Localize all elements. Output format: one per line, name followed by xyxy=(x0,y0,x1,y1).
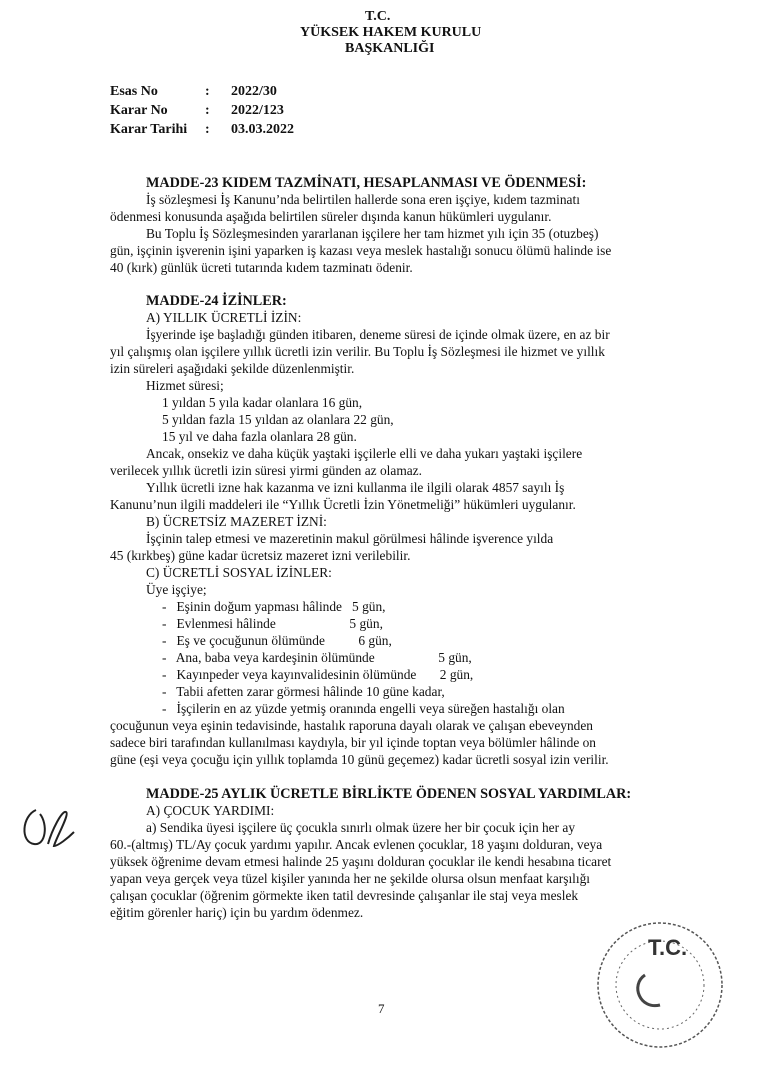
official-seal xyxy=(590,915,730,1055)
decision-date-row xyxy=(110,120,294,139)
paragraph-line: eğitim görenler hariç) için bu yardım ödenmez. xyxy=(110,905,364,920)
paragraph-line: sadece biri tarafından kullanılması kaydıyla, bir yıl içinde toptan veya bölümler hâlinde on xyxy=(110,735,597,750)
decision-number-label: Karar No xyxy=(110,103,168,118)
paragraph-line: yıl çalışmış olan işçilere yıllık ücretli izin verilir. Bu Toplu İş Sözleşmesi ile hizmet ve yıllık xyxy=(110,344,605,359)
paragraph-line: 45 (kırkbeş) güne kadar ücretsiz mazeret izni verilebilir. xyxy=(110,548,411,563)
header-institution: YÜKSEK HAKEM KURULU xyxy=(300,25,482,40)
case-number-label: Esas No xyxy=(110,84,158,99)
paragraph-line: Ancak, onsekiz ve daha küçük yaştaki işçilerle elli ve daha yukarı yaştaki işçilere xyxy=(146,446,583,461)
decision-date-sep: : xyxy=(205,122,210,137)
decision-number-sep: : xyxy=(205,103,210,118)
leave-list-item: - Ana, baba veya kardeşinin ölümünde 5 gün, xyxy=(162,650,472,665)
article-23-heading: MADDE-23 KIDEM TAZMİNATI, HESAPLANMASI VE ÖDENMESİ: xyxy=(146,175,587,191)
service-term-item: 1 yıldan 5 yıla kadar olanlara 16 gün, xyxy=(162,395,363,410)
article-23-text: Bu Toplu İş Sözleşmesinden yararlanan işçilere her tam hizmet yılı için 35 (otuzbeş) xyxy=(146,226,599,241)
case-number-sep: : xyxy=(205,84,210,99)
leave-list-item: - Eşinin doğum yapması hâlinde 5 gün, xyxy=(162,599,386,614)
service-term-item: 15 yıl ve daha fazla olanlara 28 gün. xyxy=(162,429,357,444)
paragraph-line: İşyerinde işe başladığı günden itibaren, deneme süresi de içinde olmak üzere, en az bir xyxy=(146,327,610,342)
article-23-text: İş sözleşmesi İş Kanunu’nda belirtilen hallerde sona eren işçiye, kıdem tazminatı xyxy=(146,192,580,207)
paragraph-line: İşçinin talep etmesi ve mazeretinin makul görülmesi hâlinde işverence yılda xyxy=(146,531,554,546)
paragraph-line: Kanunu’nun ilgili maddeleri ile “Yıllık Ücretli İzin Yönetmeliği” hükümleri uygulanır. xyxy=(110,497,576,512)
paragraph-line: verilecek yıllık ücretli izin süresi yirmi günden az olamaz. xyxy=(110,463,422,478)
decision-date-value: 03.03.2022 xyxy=(231,122,294,137)
member-worker-label: Üye işçiye; xyxy=(146,582,207,597)
section-paid-social-leave-title: C) ÜCRETLİ SOSYAL İZİNLER: xyxy=(146,565,332,580)
case-number-row xyxy=(110,82,294,101)
article-24-heading: MADDE-24 İZİNLER: xyxy=(146,293,287,309)
case-number-value: 2022/30 xyxy=(231,84,277,99)
leave-list-item: - Evlenmesi hâlinde 5 gün, xyxy=(162,616,383,631)
paragraph-line: 60.-(altmış) TL/Ay çocuk yardımı yapılır. Ancak evlenen çocuklar, 18 yaşını dolduran, veya xyxy=(110,837,603,852)
svg-text:T.C.: T.C. xyxy=(648,935,688,960)
decision-date-label: Karar Tarihi xyxy=(110,122,188,137)
header-presidency: BAŞKANLIĞI xyxy=(345,41,435,56)
leave-list-item: - İşçilerin en az yüzde yetmiş oranında engelli veya süreğen hastalığı olan xyxy=(162,701,565,716)
handwritten-initials xyxy=(18,800,78,855)
paragraph-line: Yıllık ücretli izne hak kazanma ve izni kullanma ile ilgili olarak 4857 sayılı İş xyxy=(146,480,565,495)
decision-number-value: 2022/123 xyxy=(231,103,284,118)
leave-list-item: - Eş ve çocuğunun ölümünde 6 gün, xyxy=(162,633,392,648)
paragraph-line: izin süreleri aşağıdaki şekilde düzenlenmiştir. xyxy=(110,361,355,376)
article-23-text: ödenmesi konusunda aşağıda belirtilen süreler dışında kanun hükümleri uygulanır. xyxy=(110,209,552,224)
section-unpaid-leave-title: B) ÜCRETSİZ MAZERET İZNİ: xyxy=(146,514,327,529)
article-23-text: 40 (kırk) günlük ücreti tutarında kıdem tazminatı ödenir. xyxy=(110,260,413,275)
leave-list-item: - Tabii afetten zarar görmesi hâlinde 10 güne kadar, xyxy=(162,684,445,699)
header-tc: T.C. xyxy=(365,9,391,24)
paragraph-line: çocuğunun veya eşinin tedavisinde, hastalık raporuna dayalı olarak ve çalışan ebeveynden xyxy=(110,718,593,733)
paragraph-line: yapan veya gerçek veya tüzel kişiler yanında her ne şekilde olursa olsun menfaat karşılığı xyxy=(110,871,591,886)
paragraph-line: çalışan çocuklar (öğrenim görmekte iken tatil devresinde çalışanlar ile staj veya meslek xyxy=(110,888,579,903)
section-annual-leave-title: A) YILLIK ÜCRETLİ İZİN: xyxy=(146,310,302,325)
paragraph-line: yüksek öğrenime devam etmesi halinde 25 yaşını dolduran çocuklar ile kendi hesabına ticaret xyxy=(110,854,612,869)
article-25-heading: MADDE-25 AYLIK ÜCRETLE BİRLİKTE ÖDENEN SOSYAL YARDIMLAR: xyxy=(146,786,632,802)
page-number: 7 xyxy=(378,1001,385,1016)
section-child-allowance-title: A) ÇOCUK YARDIMI: xyxy=(146,803,275,818)
leave-list-item: - Kayınpeder veya kayınvalidesinin ölümünde 2 gün, xyxy=(162,667,474,682)
service-term-label: Hizmet süresi; xyxy=(146,378,224,393)
paragraph-line: a) Sendika üyesi işçilere üç çocukla sınırlı olmak üzere her bir çocuk için her ay xyxy=(146,820,576,835)
paragraph-line: güne (eşi veya çocuğu için yıllık toplamda 10 günü geçemez) kadar ücretli sosyal izin verilir. xyxy=(110,752,609,767)
case-info xyxy=(110,82,294,139)
decision-number-row xyxy=(110,101,294,120)
service-term-item: 5 yıldan fazla 15 yıldan az olanlara 22 gün, xyxy=(162,412,394,427)
article-23-text: gün, işçinin işverenin işini yaparken iş kazası veya meslek hastalığı sonucu ölümü halinde ise xyxy=(110,243,612,258)
